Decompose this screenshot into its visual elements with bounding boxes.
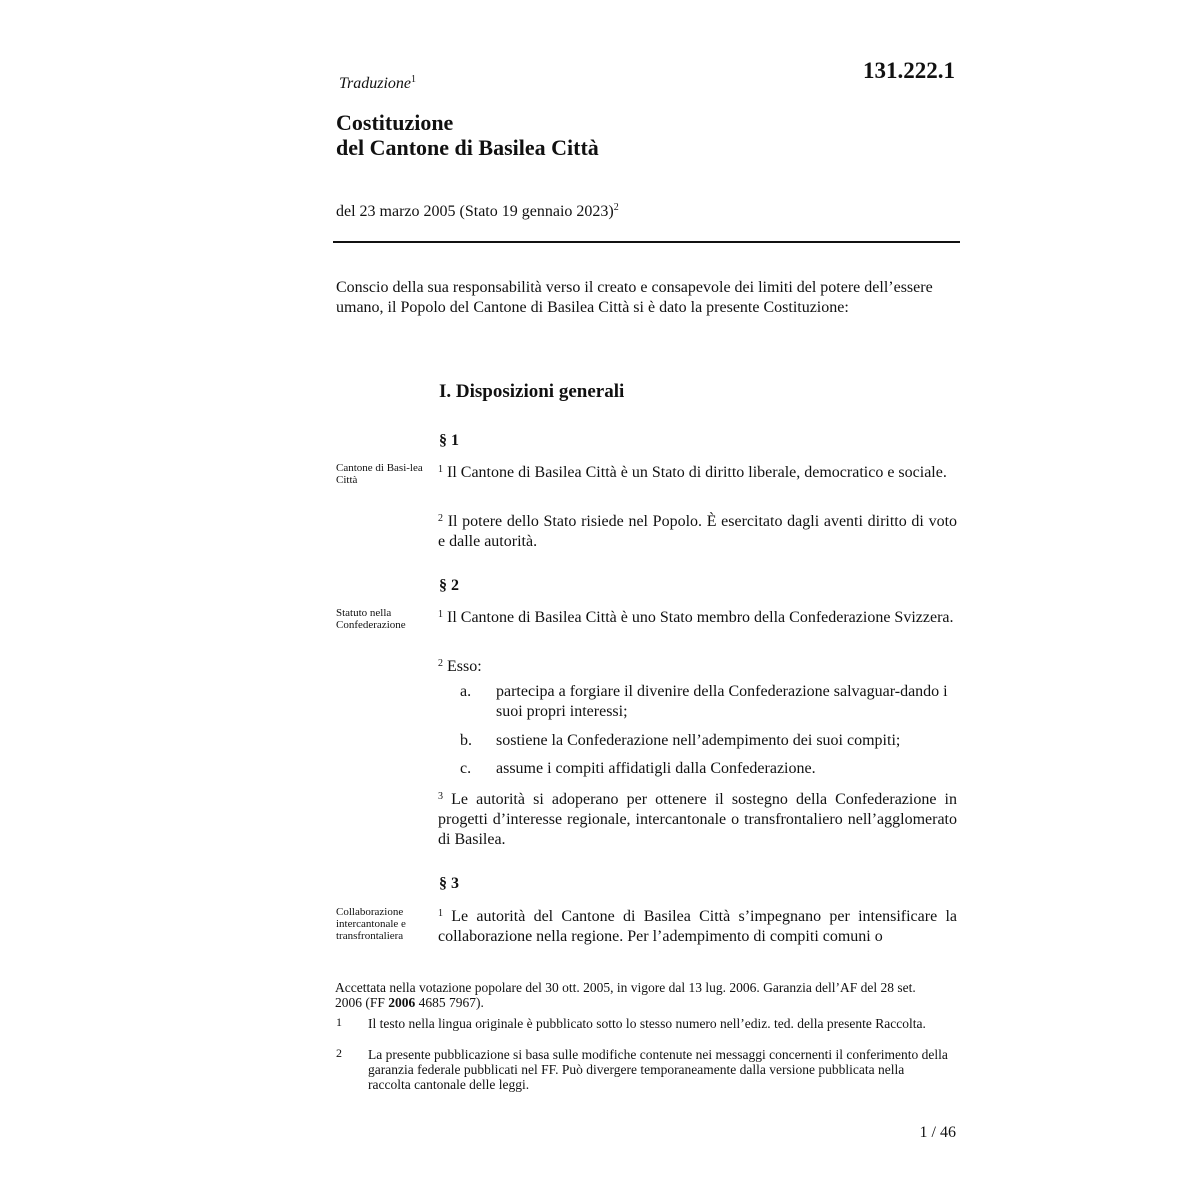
- section-2-margin-note: Statuto nella Confederazione: [336, 607, 406, 631]
- section-3-margin-note: Collaborazione intercantonale e transfrontaliera: [336, 906, 406, 942]
- footnote-ref-2[interactable]: 2: [613, 202, 619, 213]
- section-2-heading: § 2: [439, 577, 459, 594]
- list-item-letter: c.: [460, 760, 472, 777]
- footnote-2-number: 2: [336, 1046, 342, 1060]
- section-2-paragraph-3: $^3$ Le autorità si adoperano per ottenere il sostegno della Confederazione in progetti d’interesse regionale, intercantonale o transfrontaliero nell’agglomerato di Basilea.: [438, 791, 958, 848]
- document-date: del 23 marzo 2005 (Stato 19 gennaio 2023)$^2$: [336, 202, 619, 220]
- translation-label: Traduzione$^1$: [339, 74, 417, 92]
- section-1-paragraph-1: $^1$ Il Cantone di Basilea Città è un Stato di diritto liberale, democratico e sociale.: [438, 464, 947, 481]
- section-1-margin-note: Cantone di Basi-lea Città: [336, 462, 423, 486]
- list-item-text: assume i compiti affidatigli dalla Confederazione.: [496, 760, 816, 777]
- section-3-paragraph-1: $^1$ Le autorità del Cantone di Basilea Città s’impegnano per intensificare la collaborazione nella regione. Per l’adempimento di compiti comuni o: [438, 908, 958, 945]
- adoption-note: Accettata nella votazione popolare del 30 ott. 2005, in vigore dal 13 lug. 2006. Garanzia dell’AF del 28 set. 2006 (FF 2006 4685 7967).: [335, 980, 916, 1010]
- header-divider: [333, 241, 960, 243]
- section-1-heading: § 1: [439, 432, 459, 449]
- document-number: 131.222.1: [863, 58, 955, 83]
- footnote-1-number: 1: [336, 1015, 342, 1029]
- title-line-1: Costituzione: [336, 110, 454, 135]
- list-item-letter: b.: [460, 732, 472, 749]
- list-item-letter: a.: [460, 683, 472, 700]
- page-number: 1 / 46: [919, 1124, 956, 1141]
- footnote-1-text: Il testo nella lingua originale è pubblicato sotto lo stesso numero nell’ediz. ted. della presente Raccolta.: [368, 1016, 926, 1031]
- section-2-paragraph-1: $^1$ Il Cantone di Basilea Città è uno Stato membro della Confederazione Svizzera.: [438, 609, 954, 626]
- section-3-heading: § 3: [439, 875, 459, 892]
- footnote-ref-1[interactable]: 1: [411, 74, 417, 85]
- list-item-text: sostiene la Confederazione nell’adempimento dei suoi compiti;: [496, 732, 901, 749]
- document-title: [336, 110, 599, 160]
- section-1-paragraph-2: $^2$ Il potere dello Stato risiede nel Popolo. È esercitato dagli aventi diritto di voto e dalle autorità.: [438, 513, 958, 550]
- preamble: Conscio della sua responsabilità verso il creato e consapevole dei limiti del potere dell’essere umano, il Popolo del Cantone di Basilea Città si è dato la presente Costituzione:: [336, 279, 933, 316]
- section-2-paragraph-2: $^2$ Esso:: [438, 658, 482, 675]
- list-item-text: partecipa a forgiare il divenire della Confederazione salvaguar-dando i suoi propri interessi;: [496, 683, 948, 720]
- title-line-2: del Cantone di Basilea Città: [336, 135, 599, 160]
- footnote-2-text: La presente pubblicazione si basa sulle modifiche contenute nei messaggi concernenti il conferimento della garanzia federale pubblicati nel FF. Può divergere temporaneamente dalla versione pubblicata nella raccolta cantonale delle leggi.: [368, 1047, 948, 1092]
- chapter-heading: I. Disposizioni generali: [439, 381, 625, 402]
